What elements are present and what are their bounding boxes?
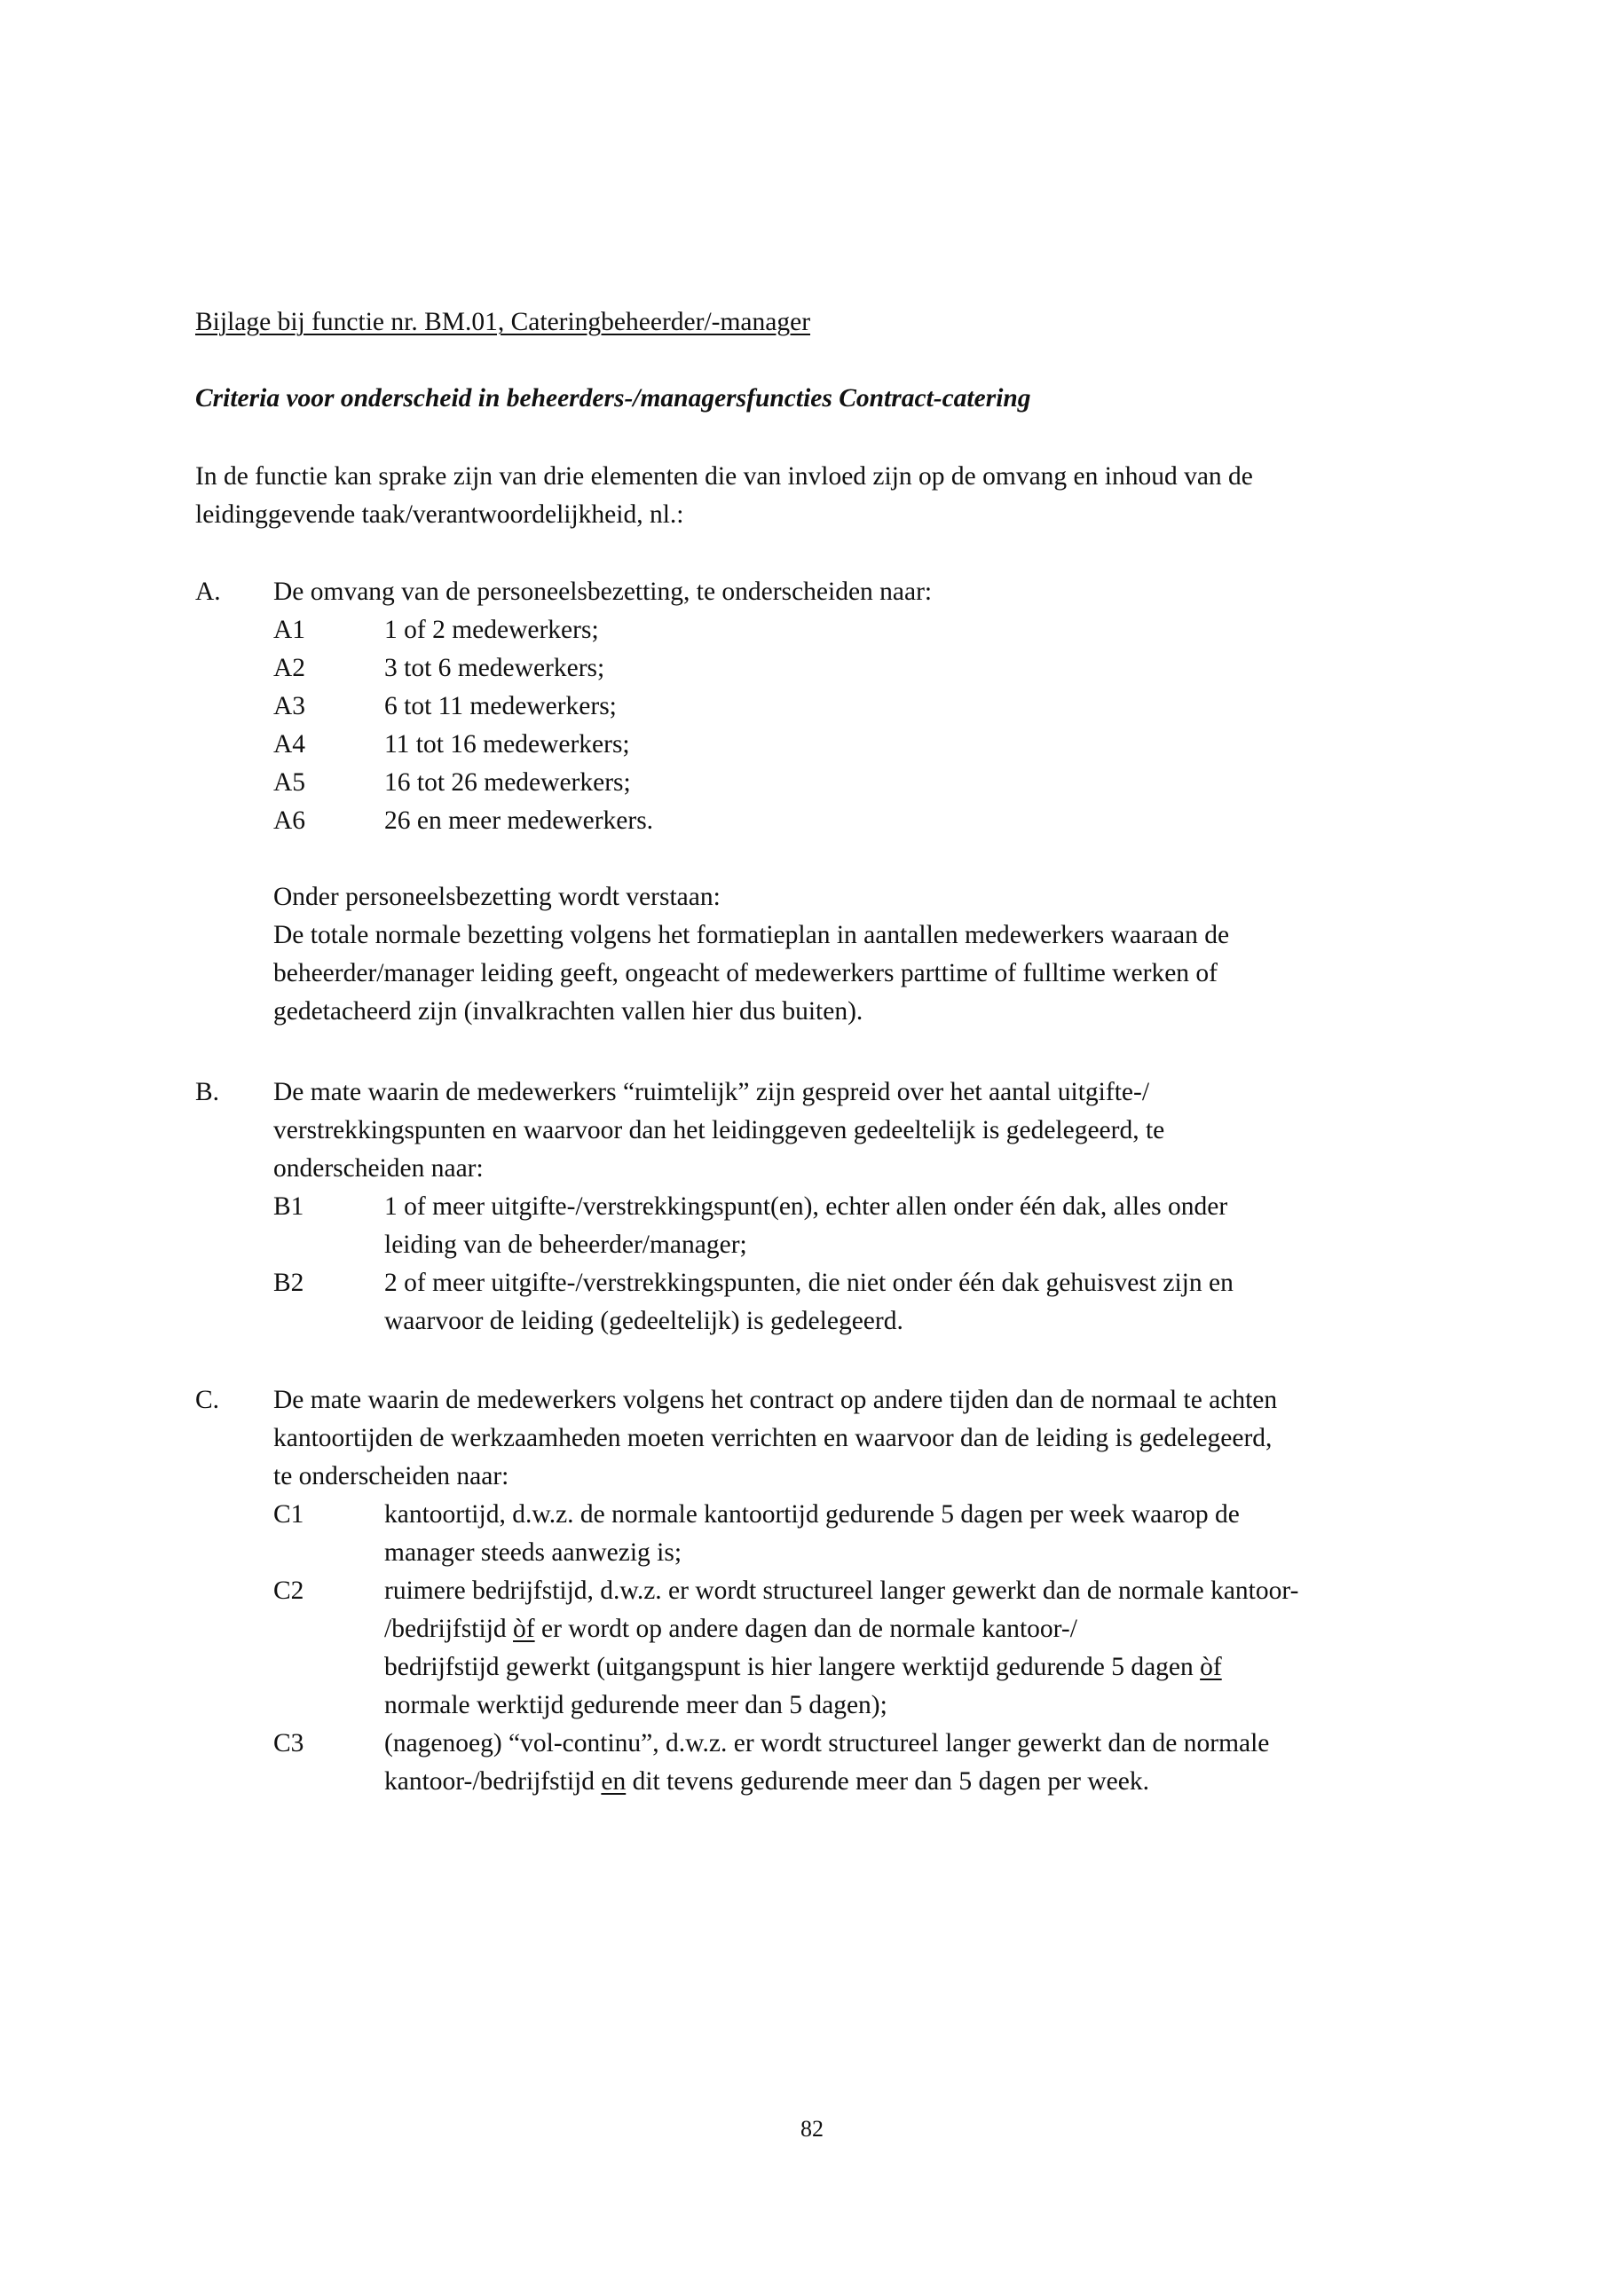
item-text: kantoortijd, d.w.z. de normale kantoortijd gedurende 5 dagen per week waarop de — [384, 1500, 1240, 1529]
section-c-text: kantoortijden de werkzaamheden moeten verrichten en waarvoor dan de leiding is gedelegeerd, — [273, 1424, 1273, 1452]
note-line: De totale normale bezetting volgens het formatieplan in aantallen medewerkers waaraan de — [273, 921, 1230, 949]
item-text: 1 of 2 medewerkers; — [384, 616, 599, 644]
item-text: leiding van de beheerder/manager; — [384, 1231, 747, 1259]
text-run: er wordt op andere dagen dan de normale kantoor-/ — [534, 1615, 1077, 1643]
item-code: C2 — [273, 1577, 304, 1605]
item-code: B1 — [273, 1192, 304, 1221]
item-text: normale werktijd gedurende meer dan 5 dagen); — [384, 1691, 887, 1719]
item-code: A1 — [273, 616, 306, 644]
item-text: 6 tot 11 medewerkers; — [384, 692, 617, 720]
item-code: A5 — [273, 768, 306, 797]
item-text: 3 tot 6 medewerkers; — [384, 654, 605, 682]
item-code: A6 — [273, 806, 306, 835]
item-text: manager steeds aanwezig is; — [384, 1538, 682, 1567]
text-run: bedrijfstijd gewerkt (uitgangspunt is hier langere werktijd gedurende 5 dagen — [384, 1653, 1201, 1681]
section-c-text: te onderscheiden naar: — [273, 1462, 509, 1490]
item-code: C1 — [273, 1500, 304, 1529]
item-code: B2 — [273, 1269, 304, 1297]
item-text: 1 of meer uitgifte-/verstrekkingspunt(en), echter allen onder één dak, alles onder — [384, 1192, 1228, 1221]
page-subtitle: Criteria voor onderscheid in beheerders-/managersfuncties Contract-catering — [195, 384, 1031, 413]
section-b-text: De mate waarin de medewerkers “ruimtelijk” zijn gespreid over het aantal uitgifte-/ — [273, 1078, 1150, 1106]
note-line: beheerder/manager leiding geeft, ongeacht of medewerkers parttime of fulltime werken of — [273, 959, 1218, 987]
note-line: gedetacheerd zijn (invalkrachten vallen hier dus buiten). — [273, 997, 863, 1026]
item-code: A2 — [273, 654, 306, 682]
item-text: waarvoor de leiding (gedeeltelijk) is gedelegeerd. — [384, 1307, 903, 1335]
item-text — [384, 1648, 1222, 1687]
text-run: kantoor-/bedrijfstijd — [384, 1767, 602, 1796]
section-label-a: A. — [195, 578, 221, 606]
intro-line: leidinggevende taak/verantwoordelijkheid, nl.: — [195, 500, 684, 529]
section-c-text: De mate waarin de medewerkers volgens het contract op andere tijden dan de normaal te achten — [273, 1386, 1278, 1414]
emphasis-underline: en — [601, 1767, 627, 1796]
item-text: 16 tot 26 medewerkers; — [384, 768, 631, 797]
text-run: dit tevens gedurende meer dan 5 dagen per week. — [626, 1767, 1149, 1796]
item-code: C3 — [273, 1729, 304, 1757]
item-text — [384, 1763, 1149, 1801]
emphasis-underline: òf — [1200, 1653, 1222, 1681]
item-text: (nagenoeg) “vol-continu”, d.w.z. er wordt structureel langer gewerkt dan de normale — [384, 1729, 1270, 1757]
item-code: A3 — [273, 692, 306, 720]
emphasis-underline: òf — [513, 1615, 535, 1643]
section-a-text: De omvang van de personeelsbezetting, te onderscheiden naar: — [273, 578, 933, 606]
page-number: 82 — [800, 2116, 824, 2142]
section-b-text: onderscheiden naar: — [273, 1154, 484, 1183]
item-text: 2 of meer uitgifte-/verstrekkingspunten, die niet onder één dak gehuisvest zijn en — [384, 1269, 1234, 1297]
section-b-text: verstrekkingspunten en waarvoor dan het leidinggeven gedeeltelijk is gedelegeerd, te — [273, 1116, 1165, 1144]
text-run: /bedrijfstijd — [384, 1615, 514, 1643]
section-label-b: B. — [195, 1078, 220, 1106]
item-code: A4 — [273, 730, 306, 759]
intro-line: In de functie kan sprake zijn van drie elementen die van invloed zijn op de omvang en inhoud van de — [195, 462, 1253, 491]
item-text — [384, 1610, 1077, 1648]
note-line: Onder personeelsbezetting wordt verstaan: — [273, 883, 721, 911]
item-text: 26 en meer medewerkers. — [384, 806, 654, 835]
page-title: Bijlage bij functie nr. BM.01, Cateringbeheerder/-manager — [195, 308, 811, 336]
section-label-c: C. — [195, 1386, 220, 1414]
item-text: ruimere bedrijfstijd, d.w.z. er wordt structureel langer gewerkt dan de normale kantoor- — [384, 1577, 1299, 1605]
item-text: 11 tot 16 medewerkers; — [384, 730, 630, 759]
